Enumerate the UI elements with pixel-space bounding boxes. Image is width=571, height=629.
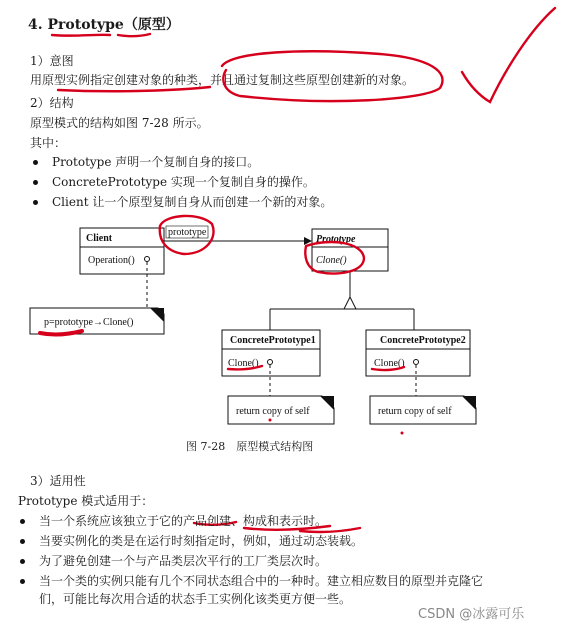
applicability-bullet-2 xyxy=(20,532,363,549)
bullet-text: 当一个类的实例只能有几个不同状态组合中的一种时。建立相应数目的原型并克隆它 xyxy=(39,574,484,588)
bullet-text: 当一个系统应该独立于它的产品创建、构成和表示时。 xyxy=(39,514,328,528)
applicability-heading: 3）适用性 xyxy=(30,474,86,488)
structure-among: 其中： xyxy=(30,136,67,150)
bullet-dot xyxy=(20,579,25,584)
applicability-bullet-3 xyxy=(20,552,327,569)
client-operation: Operation() xyxy=(88,255,135,266)
concrete-prototype-2-name: ConcretePrototype2 xyxy=(380,335,466,346)
concrete-prototype-1-note xyxy=(228,396,334,424)
bullet-term: ConcretePrototype xyxy=(52,175,168,189)
association-label: prototype xyxy=(168,227,207,238)
applicability-bullet-4 xyxy=(20,572,483,589)
client-class xyxy=(80,228,164,274)
client-note xyxy=(30,308,164,334)
bullet-dot xyxy=(20,539,25,544)
section-number: 4. xyxy=(28,17,43,33)
prototype-operation: Clone() xyxy=(316,255,347,266)
annotation-dot xyxy=(269,419,272,422)
inheritance-triangle xyxy=(344,297,356,309)
bullet-desc: 声明一个复制自身的接口。 xyxy=(111,155,260,169)
concrete-prototype-1-operation: Clone() xyxy=(228,358,259,369)
concrete-prototype-2-operation: Clone() xyxy=(374,358,405,369)
bullet-term: Client xyxy=(52,195,89,209)
client-class-name: Client xyxy=(86,233,113,244)
section-title-cn: （原型） xyxy=(123,17,180,33)
bullet-dot xyxy=(20,559,25,564)
concrete-prototype-1-note-text: return copy of self xyxy=(236,406,310,417)
intent-text: 用原型实例指定创建对象的种类，并且通过复制这些原型创建新的对象。 xyxy=(30,73,415,87)
client-note-text: p=prototype→Clone() xyxy=(44,317,134,328)
prototype-class-name: Prototype xyxy=(316,234,356,245)
section-title-en: Prototype xyxy=(47,17,124,33)
applicability-bullet-1 xyxy=(20,512,327,529)
prototype-class xyxy=(312,229,388,271)
bullet-text: 当要实例化的类是在运行时刻指定时，例如，通过动态装载。 xyxy=(39,534,364,548)
applicability-intro: Prototype 模式适用于： xyxy=(18,494,154,508)
structure-heading: 2）结构 xyxy=(30,96,74,110)
structure-text: 原型模式的结构如图 7-28 所示。 xyxy=(30,116,209,130)
diagram-caption: 图 7-28 原型模式结构图 xyxy=(186,440,314,453)
concrete-prototype-2-note-text: return copy of self xyxy=(378,406,452,417)
bullet-dot xyxy=(20,519,25,524)
watermark: CSDN @冰露可乐 xyxy=(418,607,525,622)
intent-heading: 1）意图 xyxy=(30,54,74,68)
concrete-prototype-1-name: ConcretePrototype1 xyxy=(230,335,316,346)
bullet-desc: 让一个原型复制自身从而创建一个新的对象。 xyxy=(88,195,333,209)
annotation-dot xyxy=(401,432,404,435)
bullet-text: 为了避免创建一个与产品类层次平行的工厂类层次时。 xyxy=(39,554,328,568)
concrete-prototype-2-note xyxy=(370,396,476,424)
bullet-term: Prototype xyxy=(52,155,112,169)
applicability-bullet-4-continuation: 们，可能比每次用合适的状态手工实例化该类更方便一些。 xyxy=(39,592,352,606)
bullet-desc: 实现一个复制自身的操作。 xyxy=(167,175,315,189)
